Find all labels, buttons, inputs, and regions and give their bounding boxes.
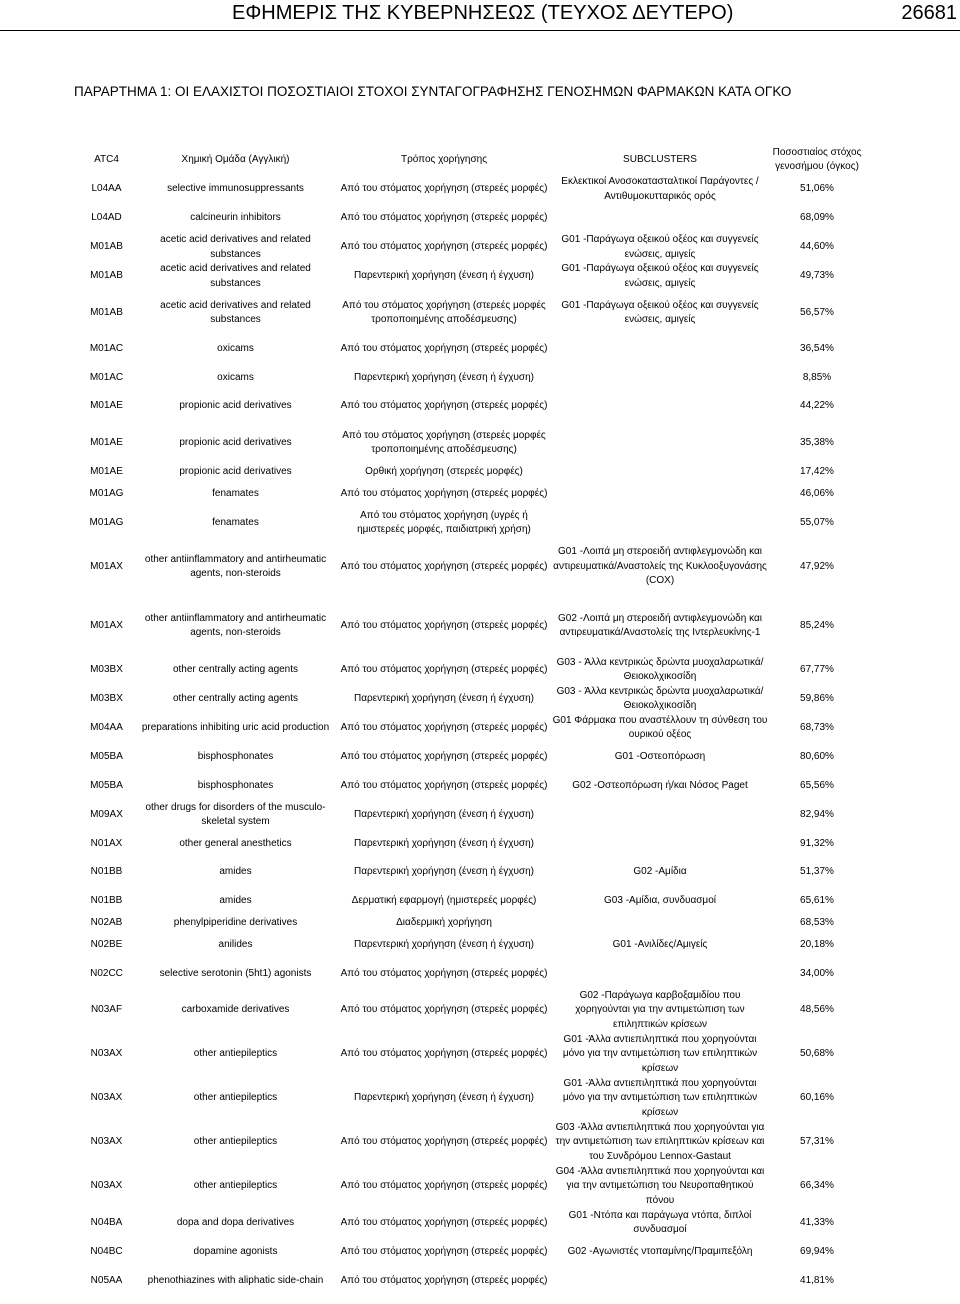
- chemical-group: other antiinflammatory and antirheumatic agents, non-steroids: [144, 553, 327, 579]
- subcluster: [550, 480, 770, 509]
- chemical-group: other general anesthetics: [179, 837, 292, 849]
- route-of-administration: Από του στόματος χορήγηση (στερεές μορφές): [340, 663, 548, 675]
- table-row: [80, 1077, 864, 1121]
- atc-code: N01BB: [90, 894, 123, 906]
- chemical-group: other antiepileptics: [193, 1048, 278, 1060]
- atc-code: N04BA: [90, 1216, 123, 1228]
- table-row: [80, 465, 864, 480]
- atc-code: N02BE: [90, 938, 123, 950]
- table-row: [80, 175, 864, 204]
- atc-code: M01AG: [89, 487, 124, 499]
- header-target: Ποσοστιαίος στόχος γενοσήμου (όγκος): [772, 146, 862, 172]
- atc-code: M01AX: [90, 560, 123, 572]
- atc-code: N04BC: [90, 1245, 123, 1257]
- route-of-administration: Από του στόματος χορήγηση (στερεές μορφές): [340, 400, 548, 412]
- atc-code: N02CC: [90, 967, 123, 979]
- table-row: [80, 1165, 864, 1209]
- table-row: [80, 1267, 864, 1296]
- route-of-administration: Από του στόματος χορήγηση (στερεές μορφές): [340, 1274, 548, 1286]
- atc-code: M01AB: [90, 306, 123, 318]
- page-number: 26681: [901, 2, 957, 24]
- generic-target: 51,06%: [800, 183, 834, 195]
- atc-code: M04AA: [90, 721, 123, 733]
- chemical-group: amides: [219, 894, 252, 906]
- atc-code: M01AE: [90, 400, 123, 412]
- chemical-group: other antiinflammatory and antirheumatic agents, non-steroids: [144, 612, 327, 638]
- route-of-administration: Από του στόματος χορήγηση (στερεές μορφές): [340, 619, 548, 631]
- route-of-administration: Παρεντερική χορήγηση (ένεση ή έγχυση): [353, 371, 534, 383]
- generic-target: 47,92%: [800, 560, 834, 572]
- route-of-administration: Από του στόματος χορήγηση (στερεές μορφές): [340, 241, 548, 253]
- atc-code: M09AX: [90, 808, 123, 820]
- generic-target: 68,73%: [800, 721, 834, 733]
- route-of-administration: Από του στόματος χορήγηση (στερεές μορφές): [340, 721, 548, 733]
- atc-code: M01AB: [90, 270, 123, 282]
- generic-target: 51,37%: [800, 866, 834, 878]
- subcluster: G04 -Άλλα αντιεπιληπτικά που χορηγούνται και για την αντιμετώπιση του Νευροπαθητικού πόνου: [555, 1165, 765, 1206]
- chemical-group: oxicams: [217, 343, 254, 355]
- subcluster: [550, 364, 770, 392]
- subcluster: G01 -Παράγωγα οξεικού οξέος και συγγενείς ενώσεις, αμιγείς: [561, 263, 759, 289]
- table-row: [80, 656, 864, 685]
- generic-target: 41,33%: [800, 1216, 834, 1228]
- chemical-group: fenamates: [212, 516, 259, 528]
- chemical-group: anilides: [218, 938, 253, 950]
- table-row: [80, 801, 864, 830]
- chemical-group: other antiepileptics: [193, 1136, 278, 1148]
- table-row: [80, 989, 864, 1033]
- table-row: [80, 1209, 864, 1238]
- generic-target: 17,42%: [800, 466, 834, 477]
- route-of-administration: Από του στόματος χορήγηση (στερεές μορφές): [340, 1245, 548, 1257]
- targets-table: [80, 145, 864, 1296]
- chemical-group: bisphosphonates: [197, 779, 274, 791]
- subcluster: G01 -Ντόπα και παράγωγα ντόπα, διπλοί συνδυασμοί: [568, 1209, 752, 1235]
- route-of-administration: Από του στόματος χορήγηση (στερεές μορφές): [340, 1216, 548, 1228]
- chemical-group: dopa and dopa derivatives: [176, 1216, 295, 1228]
- generic-target: 34,00%: [800, 967, 834, 979]
- chemical-group: other drugs for disorders of the musculo-skeletal system: [145, 801, 326, 827]
- generic-target: 85,24%: [800, 619, 834, 631]
- atc-code: M01AE: [90, 466, 123, 477]
- route-of-administration: Από του στόματος χορήγηση (στερεές μορφές): [340, 343, 548, 355]
- atc-code: N01BB: [90, 866, 123, 878]
- table-row: [80, 916, 864, 931]
- subcluster: G01 Φάρμακα που αναστέλλουν τη σύνθεση του ουρικού οξέος: [552, 714, 768, 740]
- generic-target: 56,57%: [800, 306, 834, 318]
- atc-code: M01AB: [90, 241, 123, 253]
- route-of-administration: Από του στόματος χορήγηση (στερεές μορφές): [340, 750, 548, 762]
- header-chemical-group: Χημική Ομάδα (Αγγλική): [181, 153, 290, 165]
- route-of-administration: Παρεντερική χορήγηση (ένεση ή έγχυση): [353, 808, 534, 820]
- chemical-group: preparations inhibiting uric acid production: [141, 721, 330, 733]
- generic-target: 65,61%: [800, 894, 834, 906]
- table-row: [80, 204, 864, 233]
- route-of-administration: Από του στόματος χορήγηση (στερεές μορφές): [340, 779, 548, 791]
- atc-code: N03AX: [90, 1180, 123, 1192]
- route-of-administration: Παρεντερική χορήγηση (ένεση ή έγχυση): [353, 270, 534, 282]
- atc-code: N02AB: [90, 916, 123, 928]
- generic-target: 55,07%: [800, 516, 834, 528]
- subcluster: G02 -Οστεοπόρωση ή/και Νόσος Paget: [572, 779, 748, 791]
- route-of-administration: Από του στόματος χορήγηση (στερεές μορφές): [340, 1004, 548, 1016]
- subcluster: G02 -Λοιπά μη στεροειδή αντιφλεγμονώδη και αντιρευματικά/Αναστολείς της Ιντερλευκίνης-1: [558, 612, 762, 638]
- route-of-administration: Παρεντερική χορήγηση (ένεση ή έγχυση): [353, 866, 534, 878]
- atc-code: N01AX: [90, 837, 123, 849]
- subcluster: [550, 392, 770, 421]
- route-of-administration: Παρεντερική χορήγηση (ένεση ή έγχυση): [353, 837, 534, 849]
- chemical-group: propionic acid derivatives: [179, 400, 292, 412]
- route-of-administration: Από του στόματος χορήγηση (στερεές μορφές τροποποιημένης αποδέσμευσης): [342, 299, 546, 325]
- chemical-group: carboxamide derivatives: [181, 1004, 290, 1016]
- chemical-group: calcineurin inhibitors: [190, 212, 281, 224]
- atc-code: M01AG: [89, 516, 124, 528]
- chemical-group: acetic acid derivatives and related substances: [160, 234, 311, 260]
- chemical-group: oxicams: [217, 371, 254, 383]
- table-row: [80, 392, 864, 421]
- route-of-administration: Διαδερμική χορήγηση: [396, 916, 492, 928]
- chemical-group: acetic acid derivatives and related substances: [160, 299, 311, 325]
- route-of-administration: Από του στόματος χορήγηση (στερεές μορφές): [340, 487, 548, 499]
- atc-code: N03AX: [90, 1048, 123, 1060]
- generic-target: 48,56%: [800, 1004, 834, 1016]
- chemical-group: selective serotonin (5ht1) agonists: [159, 967, 312, 979]
- table-row: [80, 262, 864, 291]
- chemical-group: phenothiazines with aliphatic side-chain: [147, 1274, 324, 1286]
- annex-title: ΠΑΡΑΡΤΗΜΑ 1: ΟΙ ΕΛΑΧΙΣΤΟΙ ΠΟΣΟΣΤΙΑΙΟΙ ΣΤΟΧΟΙ ΣΥΝΤΑΓΟΓΡΑΦΗΣΗΣ ΓΕΝΟΣΗΜΩΝ ΦΑΡΜΑΚΩΝ ΚΑΤΑ ΟΓΚΟ: [74, 84, 792, 99]
- subcluster: [550, 465, 770, 480]
- table-row: [80, 1033, 864, 1077]
- subcluster: G03 - Άλλα κεντρικώς δρώντα μυοχαλαρωτικά/Θειοκολχικοσίδη: [556, 685, 764, 711]
- table-row: [80, 887, 864, 916]
- atc-code: M05BA: [90, 750, 123, 762]
- generic-target: 60,16%: [800, 1092, 834, 1104]
- atc-code: N05AA: [90, 1274, 123, 1286]
- route-of-administration: Παρεντερική χορήγηση (ένεση ή έγχυση): [353, 692, 534, 704]
- chemical-group: propionic acid derivatives: [179, 436, 292, 448]
- route-of-administration: Από του στόματος χορήγηση (στερεές μορφές): [340, 1136, 548, 1148]
- subcluster: [550, 1267, 770, 1296]
- route-of-administration: Δερματική εφαρμογή (ημιστερεές μορφές): [351, 894, 537, 906]
- chemical-group: selective immunosuppressants: [167, 183, 304, 195]
- atc-code: M03BX: [90, 663, 123, 675]
- generic-target: 50,68%: [800, 1048, 834, 1060]
- subcluster: G01 -Άλλα αντιεπιληπτικά που χορηγούνται μόνο για την αντιμετώπιση των επιληπτικών κρίσεων: [562, 1033, 758, 1074]
- table-row: [80, 480, 864, 509]
- subcluster: [550, 830, 770, 859]
- subcluster: G01 -Λοιπά μη στεροειδή αντιφλεγμονώδη και αντιρευματικά/Αναστολείς της Κυκλοοξυγονάσης (COX): [553, 546, 767, 587]
- table-row: [80, 538, 864, 597]
- atc-code: N03AF: [90, 1004, 123, 1016]
- subcluster: [550, 801, 770, 830]
- table-row: [80, 743, 864, 772]
- route-of-administration: Από του στόματος χορήγηση (στερεές μορφές): [340, 1048, 548, 1060]
- generic-target: 69,94%: [800, 1245, 834, 1257]
- subcluster: Εκλεκτικοί Ανοσοκατασταλτικοί Παράγοντες / Αντιθυμοκυτταρικός ορός: [561, 176, 759, 202]
- subcluster: G02 -Παράγωγα καρβοξαμιδίου που χορηγούνται για την αντιμετώπιση των επιληπτικών κρίσεων: [575, 989, 745, 1030]
- table-row: [80, 931, 864, 960]
- atc-code: M03BX: [90, 692, 123, 704]
- atc-code: N03AX: [90, 1136, 123, 1148]
- generic-target: 44,60%: [800, 241, 834, 253]
- table-header-row: [80, 145, 864, 175]
- generic-target: 59,86%: [800, 692, 834, 704]
- table-row: [80, 421, 864, 465]
- chemical-group: other antiepileptics: [193, 1092, 278, 1104]
- subcluster: G02 -Αγωνιστές ντοπαμίνης/Πραμιπεξόλη: [567, 1245, 753, 1257]
- chemical-group: propionic acid derivatives: [179, 466, 292, 477]
- route-of-administration: Από του στόματος χορήγηση (στερεές μορφές): [340, 183, 548, 195]
- table-row: [80, 364, 864, 392]
- table-row: [80, 685, 864, 714]
- atc-code: M01AX: [90, 619, 123, 631]
- generic-target: 68,53%: [800, 916, 834, 928]
- subcluster: G03 -Αμίδια, συνδυασμοί: [604, 894, 716, 906]
- table-row: [80, 960, 864, 989]
- header-subclusters: SUBCLUSTERS: [623, 153, 697, 165]
- route-of-administration: Από του στόματος χορήγηση (στερεές μορφές): [340, 560, 548, 572]
- generic-target: 82,94%: [800, 808, 834, 820]
- header-atc4: ATC4: [94, 153, 119, 165]
- route-of-administration: Από του στόματος χορήγηση (στερεές μορφές): [340, 212, 548, 224]
- generic-target: 36,54%: [800, 343, 834, 355]
- chemical-group: amides: [219, 866, 252, 878]
- subcluster: G01 -Οστεοπόρωση: [614, 750, 706, 762]
- generic-target: 57,31%: [800, 1136, 834, 1148]
- header-route: Τρόπος χορήγησης: [400, 153, 488, 165]
- subcluster: G01 -Παράγωγα οξεικού οξέος και συγγενείς ενώσεις, αμιγείς: [561, 234, 759, 260]
- table-row: [80, 233, 864, 262]
- generic-target: 80,60%: [800, 750, 834, 762]
- generic-target: 65,56%: [800, 779, 834, 791]
- subcluster: G01 -Άλλα αντιεπιληπτικά που χορηγούνται μόνο για την αντιμετώπιση των επιληπτικών κρίσεων: [562, 1077, 758, 1118]
- table-row: [80, 1238, 864, 1267]
- table-row: [80, 597, 864, 656]
- subcluster: [550, 960, 770, 989]
- generic-target: 35,38%: [800, 436, 834, 448]
- route-of-administration: Από του στόματος χορήγηση (υγρές ή ημιστερεές μορφές, παιδιατρική χρήση): [357, 509, 531, 535]
- gazette-title: ΕΦΗΜΕΡΙΣ ΤΗΣ ΚΥΒΕΡΝΗΣΕΩΣ (ΤΕΥΧΟΣ ΔΕΥΤΕΡΟ): [232, 2, 734, 24]
- route-of-administration: Από του στόματος χορήγηση (στερεές μορφές): [340, 1180, 548, 1192]
- generic-target: 44,22%: [800, 400, 834, 412]
- table-row: [80, 1121, 864, 1165]
- table-row: [80, 859, 864, 887]
- atc-code: L04AA: [91, 183, 122, 195]
- generic-target: 49,73%: [800, 270, 834, 282]
- chemical-group: bisphosphonates: [197, 750, 274, 762]
- generic-target: 46,06%: [800, 487, 834, 499]
- chemical-group: fenamates: [212, 487, 259, 499]
- subcluster: G02 -Αμίδια: [633, 866, 687, 878]
- chemical-group: dopamine agonists: [193, 1245, 278, 1257]
- route-of-administration: Από του στόματος χορήγηση (στερεές μορφές): [340, 967, 548, 979]
- chemical-group: other centrally acting agents: [172, 692, 299, 704]
- atc-code: M01AC: [89, 343, 124, 355]
- route-of-administration: Ορθική χορήγηση (στερεές μορφές): [365, 466, 523, 477]
- atc-code: M01AC: [89, 371, 124, 383]
- generic-target: 67,77%: [800, 663, 834, 675]
- generic-target: 8,85%: [802, 371, 832, 383]
- subcluster: G03 -Άλλα αντιεπιληπτικά που χορηγούνται για την αντιμετώπιση των επιληπτικών κρίσεων και του Συνδρόμου Lennox-Gastaut: [555, 1121, 765, 1162]
- generic-target: 20,18%: [800, 938, 834, 950]
- subcluster: [550, 509, 770, 538]
- chemical-group: phenylpiperidine derivatives: [173, 916, 298, 928]
- atc-code: M05BA: [90, 779, 123, 791]
- chemical-group: acetic acid derivatives and related substances: [160, 263, 311, 289]
- page-header: [0, 0, 960, 31]
- generic-target: 66,34%: [800, 1180, 834, 1192]
- subcluster: G01 -Ανιλίδες/Αμιγείς: [612, 938, 708, 950]
- atc-code: N03AX: [90, 1092, 123, 1104]
- table-row: [80, 291, 864, 335]
- chemical-group: other antiepileptics: [193, 1180, 278, 1192]
- subcluster: [550, 204, 770, 233]
- table-row: [80, 830, 864, 859]
- atc-code: L04AD: [91, 212, 122, 224]
- subcluster: [550, 335, 770, 364]
- table-row: [80, 509, 864, 538]
- generic-target: 91,32%: [800, 837, 834, 849]
- generic-target: 68,09%: [800, 212, 834, 224]
- route-of-administration: Παρεντερική χορήγηση (ένεση ή έγχυση): [353, 1092, 534, 1104]
- table-row: [80, 335, 864, 364]
- subcluster: [550, 916, 770, 931]
- subcluster: G03 - Άλλα κεντρικώς δρώντα μυοχαλαρωτικά/Θειοκολχικοσίδη: [556, 656, 764, 682]
- chemical-group: other centrally acting agents: [172, 663, 299, 675]
- generic-target: 41,81%: [800, 1274, 834, 1286]
- table-row: [80, 714, 864, 743]
- route-of-administration: Παρεντερική χορήγηση (ένεση ή έγχυση): [353, 938, 534, 950]
- table-row: [80, 772, 864, 801]
- atc-code: M01AE: [90, 436, 123, 448]
- subcluster: [550, 421, 770, 465]
- subcluster: G01 -Παράγωγα οξεικού οξέος και συγγενείς ενώσεις, αμιγείς: [561, 299, 759, 325]
- route-of-administration: Από του στόματος χορήγηση (στερεές μορφές τροποποιημένης αποδέσμευσης): [342, 429, 546, 455]
